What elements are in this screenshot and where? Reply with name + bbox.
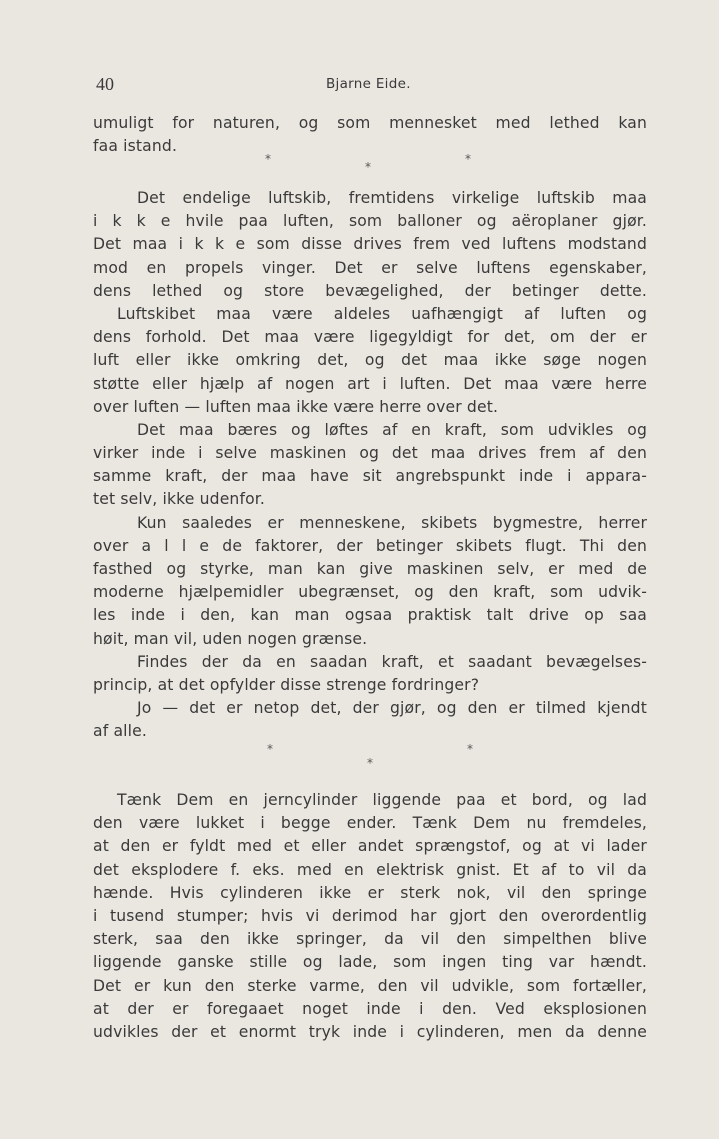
text-line: i tusend stumper; hvis vi derimod har gjort den overordentlig — [93, 906, 647, 925]
text-line: virker inde i selve maskinen og det maa drives frem af den — [93, 444, 647, 463]
text-line: høit, man vil, uden nogen grænse. — [93, 629, 368, 648]
page-number: 40 — [96, 74, 114, 94]
text-line: Findes der da en saadan kraft, et saadant bevægelses- — [137, 652, 647, 671]
text-line: mod en propels vinger. Det er selve luftens egenskaber, — [93, 258, 647, 277]
text-line: umuligt for naturen, og som mennesket med lethed kan — [93, 114, 647, 132]
section-separator — [93, 152, 647, 192]
text-line: det eksplodere f. eks. med en elektrisk gnist. Et af to vil da — [93, 860, 647, 879]
text-line: at der er foregaaet noget inde i den. Ved eksplosionen — [93, 999, 647, 1018]
text-line: over luften — luften maa ikke være herre over det. — [93, 397, 499, 416]
asterisk: * — [467, 742, 473, 756]
section-separator — [93, 742, 647, 782]
text-line: at den er fyldt med et eller andet sprængstof, og at vi lader — [93, 837, 647, 856]
text-line: hænde. Hvis cylinderen ikke er sterk nok, vil den springe — [93, 883, 647, 902]
text-line: støtte eller hjælp af nogen art i luften. Det maa være herre — [93, 374, 647, 393]
text-line: af alle. — [93, 722, 147, 741]
text-line: sterk, saa den ikke springer, da vil den simpelthen blive — [93, 930, 647, 949]
text-line: tet selv, ikke udenfor. — [93, 490, 266, 509]
text-line: fasthed og styrke, man kan give maskinen selv, er med de — [93, 560, 647, 578]
text-line: Det maa bæres og løftes af en kraft, som udvikles og — [137, 420, 647, 439]
text-line: Tænk Dem en jerncylinder liggende paa et bord, og lad — [117, 791, 647, 809]
asterisk: * — [265, 152, 271, 166]
text-line: Kun saaledes er menneskene, skibets bygmestre, herrer — [137, 513, 647, 532]
text-line: faa istand. — [93, 137, 178, 156]
text-line: i k k e hvile paa luften, som balloner og aëroplaner gjør. — [93, 212, 647, 231]
asterisk: * — [365, 160, 371, 174]
text-line: luft eller ikke omkring det, og det maa ikke søge nogen — [93, 351, 647, 370]
text-line: les inde i den, kan man ogsaa praktisk talt drive op saa — [93, 606, 647, 625]
text-line: Det endelige luftskib, fremtidens virkelige luftskib maa — [137, 189, 647, 207]
text-line: Det maa i k k e som disse drives frem ved luftens modstand — [93, 235, 647, 254]
text-line: princip, at det opfylder disse strenge fordringer? — [93, 675, 480, 694]
text-line: samme kraft, der maa have sit angrebspunkt inde i appara- — [93, 467, 647, 486]
text-line: den være lukket i begge ender. Tænk Dem nu fremdeles, — [93, 814, 647, 833]
text-line: Jo — det er netop det, der gjør, og den er tilmed kjendt — [137, 699, 647, 718]
cylinder-paragraph — [93, 789, 647, 1044]
asterisk: * — [465, 152, 471, 166]
text-line: liggende ganske stille og lade, som ingen ting var hændt. — [93, 953, 647, 972]
text-line: over a l l e de faktorer, der betinger skibets flugt. Thi den — [93, 536, 647, 555]
text-line: moderne hjælpemidler ubegrænset, og den kraft, som udvik- — [93, 583, 647, 602]
running-title: Bjarne Eide. — [326, 76, 411, 92]
main-paragraphs — [93, 187, 647, 744]
text-line: Det er kun den sterke varme, den vil udvikle, som fortæller, — [93, 976, 647, 995]
text-line: udvikles der et enormt tryk inde i cylinderen, men da denne — [93, 1022, 647, 1041]
asterisk: * — [367, 756, 373, 770]
text-line: Luftskibet maa være aldeles uafhængigt af luften og — [117, 304, 647, 323]
running-header — [96, 74, 646, 96]
text-line: dens lethed og store bevægelighed, der betinger dette. — [93, 281, 647, 300]
text-line: dens forhold. Det maa være ligegyldigt for det, om der er — [93, 328, 647, 347]
asterisk: * — [267, 742, 273, 756]
